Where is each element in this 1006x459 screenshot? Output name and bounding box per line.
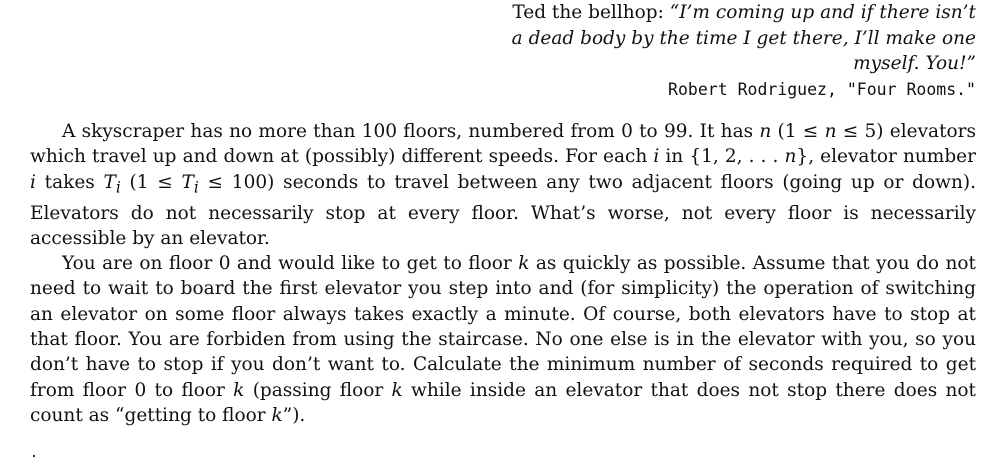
- text-run: You are on floor 0 and would like to get to floor: [62, 253, 519, 275]
- text-run: ≤ 5) elevators which travel up and down at (possibly) different speeds. For each: [30, 121, 976, 168]
- math-k: k: [518, 253, 530, 275]
- text-run: while inside an elevator that does not stop there does not count as “getting to floor: [30, 379, 976, 426]
- paragraph-elevators: [30, 119, 976, 251]
- math-subscript-i: i: [115, 178, 121, 197]
- stray-dot: [33, 455, 35, 457]
- epigraph-speaker: Ted the bellhop:: [512, 2, 664, 23]
- text-run: as quickly as possible. Assume that you do not need to wait to board the first elevator you step into and (for simplicity) the operation of switching an elevator on some floor always takes exactly a minute. Of course, both elevators have to stop at that floor. You are forbiden from using the staircase. No one else is in the elevator with you, so you don’t have to stop if you don’t want to. Calculate the minimum number of seconds required to get from floor 0 to floor: [30, 253, 976, 401]
- math-k: k: [271, 404, 283, 426]
- text-run: (passing floor: [244, 379, 392, 401]
- math-T: T: [103, 171, 116, 193]
- text-run: (1 ≤: [120, 171, 182, 193]
- text-run: (1 ≤: [771, 121, 825, 142]
- epigraph: [506, 0, 976, 102]
- problem-statement: [30, 119, 976, 428]
- math-i: i: [30, 171, 36, 193]
- epigraph-source: Robert Rodriguez, "Four Rooms.": [668, 79, 976, 99]
- math-k: k: [391, 379, 403, 401]
- text-run: takes: [35, 171, 104, 193]
- epigraph-quote: “I’m coming up and if there isn’t a dead body by the time I get there, I’ll make one myself. You!”: [511, 2, 976, 74]
- text-run: }, elevator number: [796, 146, 976, 168]
- math-n: n: [759, 121, 772, 142]
- text-run: in {1, 2, . . .: [659, 146, 785, 168]
- text-run: A skyscraper has no more than 100 floors, numbered from 0 to 99. It has: [62, 121, 760, 142]
- text-run: ”).: [282, 404, 306, 426]
- paragraph-task: [30, 251, 976, 428]
- math-subscript-i: i: [193, 178, 199, 197]
- math-i: i: [653, 146, 660, 168]
- math-n: n: [824, 121, 837, 142]
- math-n: n: [784, 146, 797, 168]
- text-run: ≤ 100) seconds to travel between any two adjacent floors (going up or down). Elevators do not necessarily stop at every floor. What’s worse, not every floor is necessarily accessible by an elevator.: [30, 171, 976, 249]
- math-k: k: [233, 379, 245, 401]
- math-T: T: [181, 171, 194, 193]
